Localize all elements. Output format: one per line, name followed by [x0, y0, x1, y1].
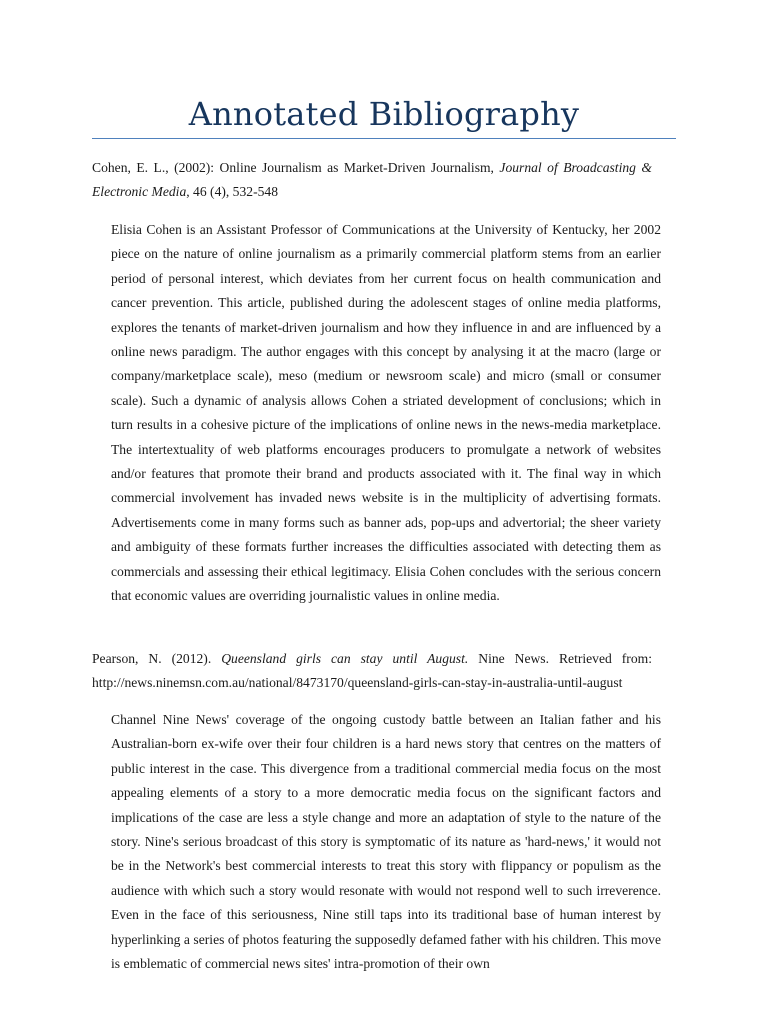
citation-cohen — [92, 156, 652, 205]
citation-details: , 46 (4), 532-548 — [186, 184, 278, 200]
citation-text: Cohen, E. L., (2002): Online Journalism as Market-Driven Journalism, — [92, 160, 500, 175]
citation-details: Nine News. Retrieved from: http://news.ninemsn.com.au/national/8473170/queensland-girls-can-stay-in-australia-until-august — [92, 651, 652, 691]
citation-pearson — [92, 647, 652, 696]
page-title: Annotated Bibliography — [188, 95, 580, 133]
annotation-cohen: Elisia Cohen is an Assistant Professor of Communications at the University of Kentucky, her 2002 piece on the nature of online journalism as a primarily commercial platform stems from an earlier period of personal interest, which deviates from her current focus on health communication and cancer prevention. This article, published during the adolescent stages of online media platforms, explores the tenants of market-driven journalism and how they influence in and are influenced by a online news paradigm. The author engages with this concept by analysing it at the macro (large or company/marketplace scale), meso (medium or newsroom scale) and micro (small or consumer scale). Such a dynamic of analysis allows Cohen a striated development of conclusions; which in turn results in a cohesive picture of the implications of online news in the news-media marketplace. The intertextuality of web platforms encourages producers to promulgate a network of websites and/or features that promote their brand and products associated with it. The final way in which commercial involvement has invaded news website is in the multiplicity of advertising formats. Advertisements come in many forms such as banner ads, pop-ups and advertorial; the sheer variety and ambiguity of these formats further increases the difficulties associated with detecting them as commercials and assessing their ethical legitimacy. Elisia Cohen concludes with the serious concern that economic values are overriding journalistic values in online media. — [111, 222, 661, 604]
citation-journal: Journal of Broadcasting & Electronic Media — [92, 160, 652, 200]
citation-headline: Queensland girls can stay until August. — [221, 651, 469, 666]
annotation-pearson: Channel Nine News' coverage of the ongoing custody battle between an Italian father and his Australian-born ex-wife over their four children is a hard news story that centres on the matters of public interest in the case. This divergence from a traditional commercial media focus on the most appealing elements of a story to a more democratic media focus on the significant factors and implications of the case are less a style change and more an adaptation of style to the nature of the story. Nine's serious broadcast of this story is symptomatic of its nature as 'hard-news,' it would not be in the Network's best commercial interests to treat this story with flippancy or populism as the audience with which such a story would resonate with would not respond well to such irreverence. Even in the face of this seriousness, Nine still taps into its traditional base of human interest by hyperlinking a series of photos featuring the supposedly defamed father with his children. This move is emblematic of commercial news sites' intra-promotion of their own — [111, 712, 661, 972]
title-underline — [92, 138, 676, 139]
citation-text: Pearson, N. (2012). — [92, 651, 222, 666]
